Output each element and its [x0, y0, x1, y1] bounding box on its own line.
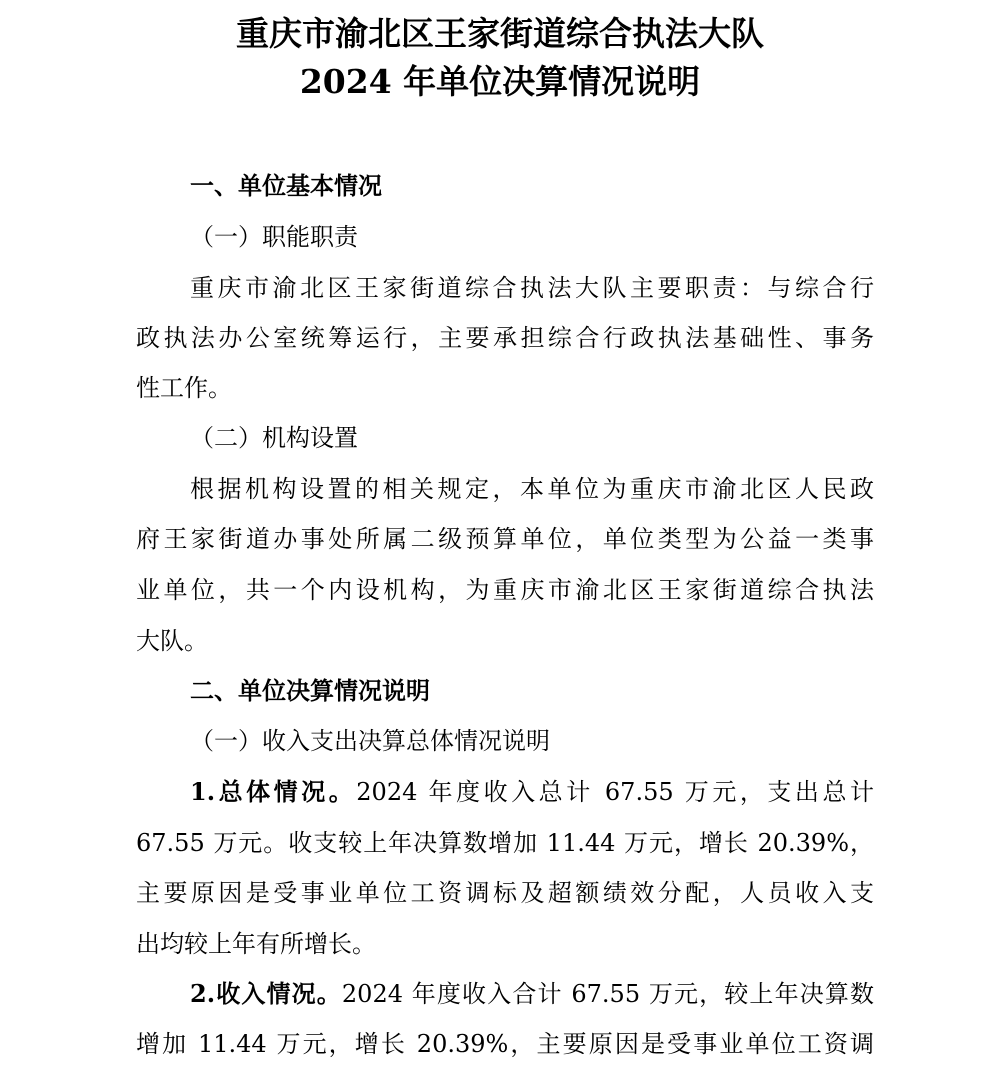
paragraph-line — [136, 777, 874, 807]
section-1-sub-1-heading: （一）职能职责 — [190, 223, 358, 251]
paragraph-line: 业单位，共一个内设机构，为重庆市渝北区王家街道综合执法 — [136, 576, 874, 604]
paragraph-line: 67.55 万元。收支较上年决算数增加 11.44 万元，增长 20.39%， — [136, 829, 874, 857]
paragraph-line: 主要原因是受事业单位工资调标及超额绩效分配，人员收入支 — [136, 879, 874, 907]
item-2-label: 2.收入情况。 — [190, 979, 342, 1008]
paragraph-line: 增加 11.44 万元，增长 20.39%，主要原因是受事业单位工资调 — [136, 1030, 874, 1058]
section-2-sub-1-heading: （一）收入支出决算总体情况说明 — [190, 727, 550, 755]
paragraph-line: 出均较上年有所增长。 — [136, 930, 376, 958]
item-1-label: 1.总体情况。 — [190, 777, 357, 806]
paragraph-line — [136, 979, 874, 1009]
section-2-heading: 二、单位决算情况说明 — [190, 676, 430, 705]
document-title-line-2: 2024 年单位决算情况说明 — [299, 62, 701, 101]
section-1-sub-2-heading: （二）机构设置 — [190, 424, 358, 452]
paragraph-line: 府王家街道办事处所属二级预算单位，单位类型为公益一类事 — [136, 525, 874, 553]
document-title-line-1: 重庆市渝北区王家街道综合执法大队 — [236, 14, 764, 53]
paragraph-line: 根据机构设置的相关规定，本单位为重庆市渝北区人民政 — [190, 475, 874, 503]
paragraph-line: 性工作。 — [136, 374, 232, 402]
item-1-text: 2024 年度收入总计 67.55 万元，支出总计 — [356, 778, 874, 806]
paragraph-line: 重庆市渝北区王家街道综合执法大队主要职责：与综合行 — [190, 274, 874, 302]
paragraph-line: 大队。 — [136, 627, 208, 655]
section-1-heading: 一、单位基本情况 — [190, 171, 382, 200]
item-2-text: 2024 年度收入合计 67.55 万元，较上年决算数 — [341, 980, 874, 1008]
paragraph-line: 政执法办公室统筹运行，主要承担综合行政执法基础性、事务 — [136, 324, 874, 352]
